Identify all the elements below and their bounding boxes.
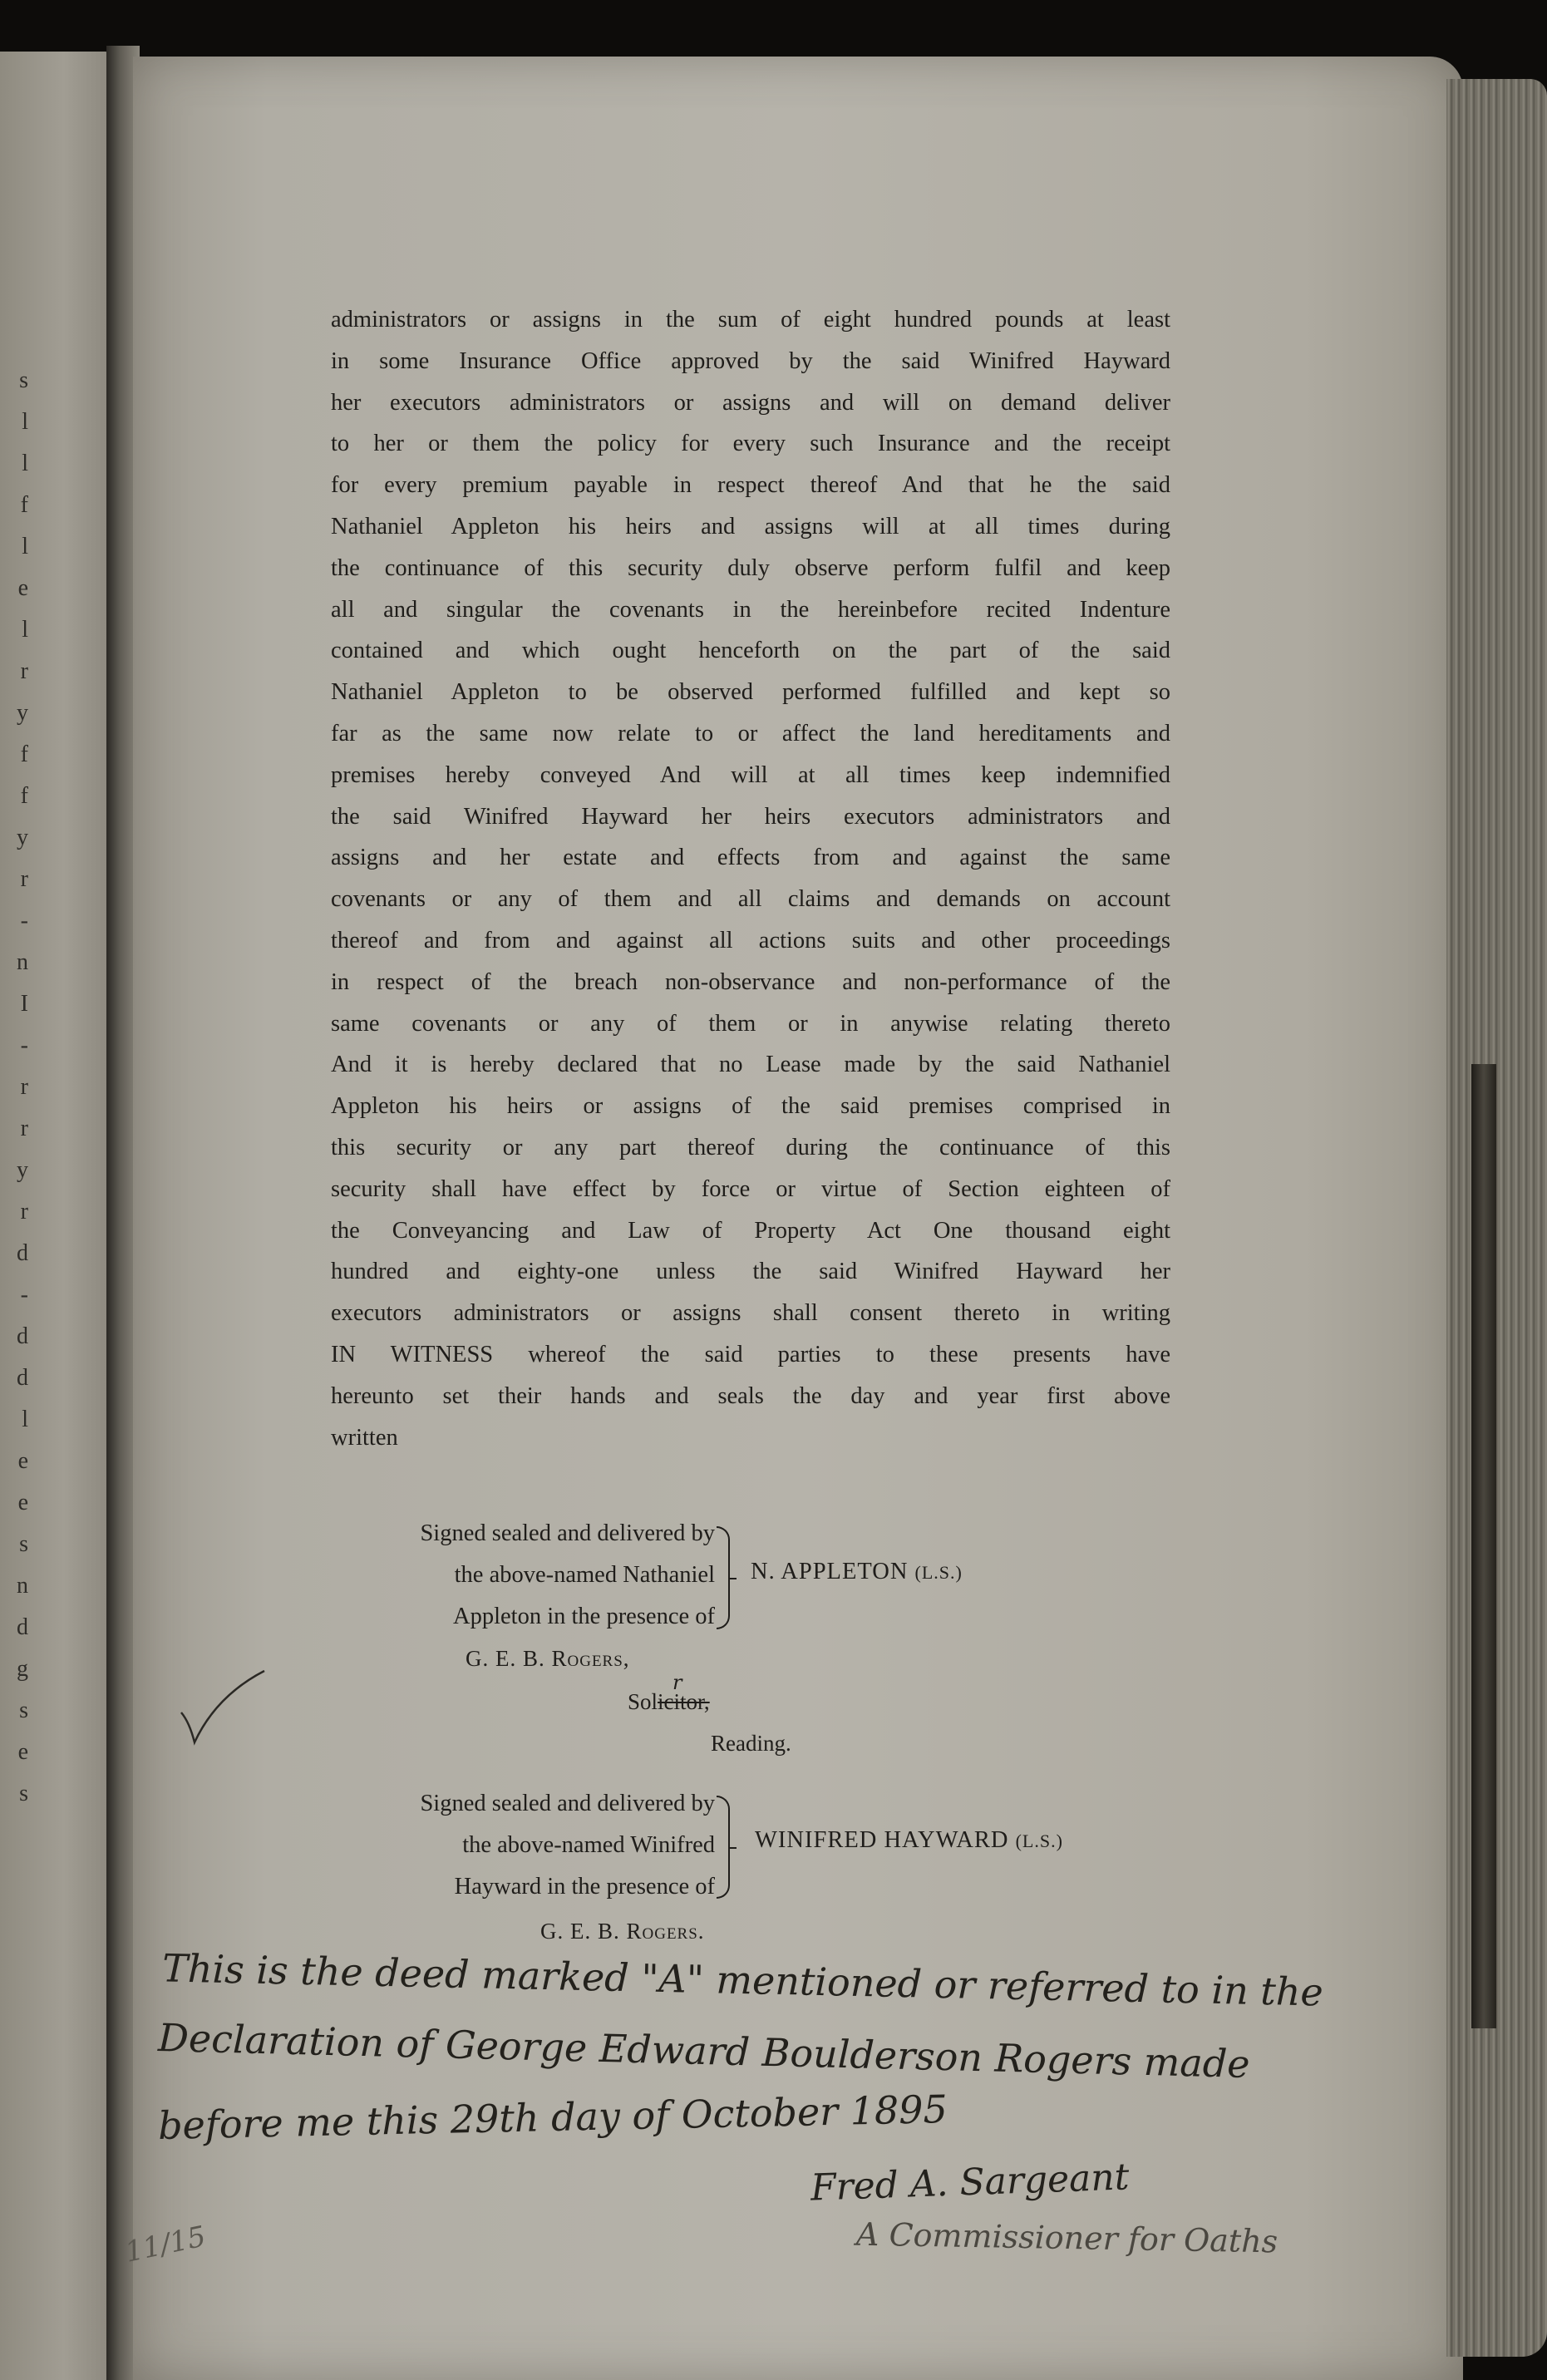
brace-bracket: [717, 1796, 730, 1899]
body-line: executors administrators or assigns shall consent thereto in writing: [331, 1300, 1170, 1327]
margin-fragment: l: [22, 451, 28, 476]
margin-fragment: -: [20, 1282, 28, 1308]
handwritten-endorsement-line1: This is the deed marked "A" mentioned or referred to in the: [161, 1945, 1324, 2015]
body-line: Appleton his heirs or assigns of the said premises comprised in: [331, 1093, 1170, 1120]
deed-body-text: [331, 299, 1170, 1458]
party-signature-hayward: [755, 1827, 1063, 1854]
body-line: hereunto set their hands and seals the day and year first above: [331, 1382, 1170, 1409]
margin-fragment: f: [20, 783, 28, 809]
attestation-line: Signed sealed and delivered by: [420, 1520, 715, 1546]
body-line: her executors administrators or assigns and will on demand deliver: [331, 389, 1170, 416]
page-edge-stack: [1446, 79, 1547, 2357]
witness-title-struck: icitor,: [658, 1689, 710, 1714]
body-line: in respect of the breach non-observance and non-performance of the: [331, 968, 1170, 995]
margin-fragment: r: [20, 1199, 28, 1224]
body-line: thereof and from and against all actions suits and other proceedings: [331, 927, 1170, 953]
margin-fragment: s: [19, 1531, 28, 1557]
body-line: premises hereby conveyed And will at all times keep indemnified: [331, 761, 1170, 788]
body-line: same covenants or any of them or in anywise relating thereto: [331, 1010, 1170, 1037]
margin-fragment: e: [17, 1490, 28, 1515]
witness-title-insert: r: [673, 1671, 682, 1694]
margin-fragment: r: [20, 866, 28, 892]
witness-name: G. E. B. Rogers.: [540, 1919, 705, 1944]
margin-fragment: y: [17, 1157, 28, 1183]
seal-mark: (L.S.): [1015, 1831, 1063, 1851]
margin-fragment: l: [22, 409, 28, 435]
body-line: contained and which ought henceforth on the part of the said: [331, 638, 1170, 664]
body-line: to her or them the policy for every such Insurance and the receipt: [331, 431, 1170, 457]
body-line: written: [331, 1424, 398, 1451]
margin-fragment: f: [20, 492, 28, 518]
handwritten-endorsement-line2: Declaration of George Edward Boulderson Rogers made: [157, 2014, 1251, 2087]
margin-fragment: d: [17, 1240, 28, 1266]
body-line: administrators or assigns in the sum of eight hundred pounds at least: [331, 307, 1170, 333]
bookmark-ribbon: [1471, 1064, 1496, 2028]
margin-fragment: y: [17, 700, 28, 726]
body-line: And it is hereby declared that no Lease made by the said Nathaniel: [331, 1052, 1170, 1078]
witness-place: [711, 1731, 791, 1757]
body-line: assigns and her estate and effects from and against the same: [331, 845, 1170, 871]
attestation-line: the above-named Nathaniel: [454, 1562, 715, 1588]
witness-name: G. E. B. Rogers,: [466, 1646, 630, 1671]
margin-fragment: -: [20, 908, 28, 934]
body-line: far as the same now relate to or affect the land hereditaments and: [331, 720, 1170, 747]
witness-appleton: [466, 1646, 630, 1672]
margin-fragment: f: [20, 742, 28, 767]
left-page-margin-text: [0, 367, 33, 2113]
left-page: [0, 52, 116, 2380]
margin-fragment: n: [17, 949, 28, 975]
commissioner-signature: Fred A. Sargeant: [810, 2156, 1131, 2210]
witness-title-prefix: Sol: [628, 1689, 658, 1714]
party-name: WINIFRED HAYWARD: [755, 1827, 1009, 1853]
margin-fragment: n: [17, 1573, 28, 1599]
margin-fragment: e: [17, 575, 28, 601]
margin-fragment: s: [19, 367, 28, 393]
attestation-line: Hayward in the presence of: [454, 1874, 715, 1900]
witness-hayward: [540, 1919, 705, 1944]
body-line: Nathaniel Appleton to be observed performed fulfilled and kept so: [331, 679, 1170, 706]
margin-fragment: g: [17, 1656, 28, 1682]
margin-fragment: e: [17, 1448, 28, 1474]
signature-block-hayward: [333, 1783, 715, 1908]
body-line: IN WITNESS whereof the said parties to these presents have: [331, 1341, 1170, 1367]
margin-fragment: e: [17, 1739, 28, 1765]
body-line: for every premium payable in respect thereof And that he the said: [331, 472, 1170, 499]
margin-pencil-note: 11/15: [121, 2220, 209, 2269]
body-line: the continuance of this security duly observe perform fulfil and keep: [331, 554, 1170, 581]
body-line: the Conveyancing and Law of Property Act One thousand eight: [331, 1217, 1170, 1244]
body-line: security shall have effect by force or virtue of Section eighteen of: [331, 1175, 1170, 1202]
body-line: covenants or any of them and all claims and demands on account: [331, 886, 1170, 913]
handwritten-endorsement-line3: before me this 29th day of October 1895: [157, 2087, 948, 2148]
party-name: N. APPLETON: [751, 1559, 909, 1584]
body-line: Nathaniel Appleton his heirs and assigns will at all times during: [331, 513, 1170, 540]
margin-fragment: l: [22, 1407, 28, 1432]
margin-fragment: s: [19, 1781, 28, 1806]
margin-fragment: l: [22, 534, 28, 559]
margin-fragment: d: [17, 1614, 28, 1640]
margin-fragment: s: [19, 1698, 28, 1723]
attestation-line: the above-named Winifred: [462, 1832, 715, 1858]
body-line: this security or any part thereof during the continuance of this: [331, 1134, 1170, 1160]
margin-fragment: r: [20, 1074, 28, 1100]
margin-fragment: r: [20, 1116, 28, 1141]
margin-fragment: y: [17, 825, 28, 850]
margin-fragment: I: [20, 991, 28, 1017]
margin-fragment: d: [17, 1365, 28, 1391]
body-line: all and singular the covenants in the hereinbefore recited Indenture: [331, 596, 1170, 623]
seal-mark: (L.S.): [914, 1562, 963, 1583]
margin-fragment: d: [17, 1323, 28, 1349]
margin-fragment: l: [22, 617, 28, 643]
commissioner-title: A Commissioner for Oaths: [855, 2215, 1278, 2260]
witness-place-text: Reading.: [711, 1731, 791, 1756]
party-signature-appleton: [751, 1559, 963, 1585]
attestation-line: Appleton in the presence of: [453, 1604, 715, 1629]
margin-fragment: -: [20, 1032, 28, 1058]
attestation-line: Signed sealed and delivered by: [420, 1791, 715, 1816]
body-line: the said Winifred Hayward her heirs executors administrators and: [331, 803, 1170, 830]
signature-block-appleton: [333, 1513, 715, 1638]
margin-fragment: r: [20, 658, 28, 684]
brace-bracket: [717, 1526, 730, 1629]
witness-title: [628, 1671, 710, 1715]
body-line: in some Insurance Office approved by the said Winifred Hayward: [331, 347, 1170, 374]
check-mark-icon: [175, 1663, 274, 1754]
body-line: hundred and eighty-one unless the said Winifred Hayward her: [331, 1259, 1170, 1285]
